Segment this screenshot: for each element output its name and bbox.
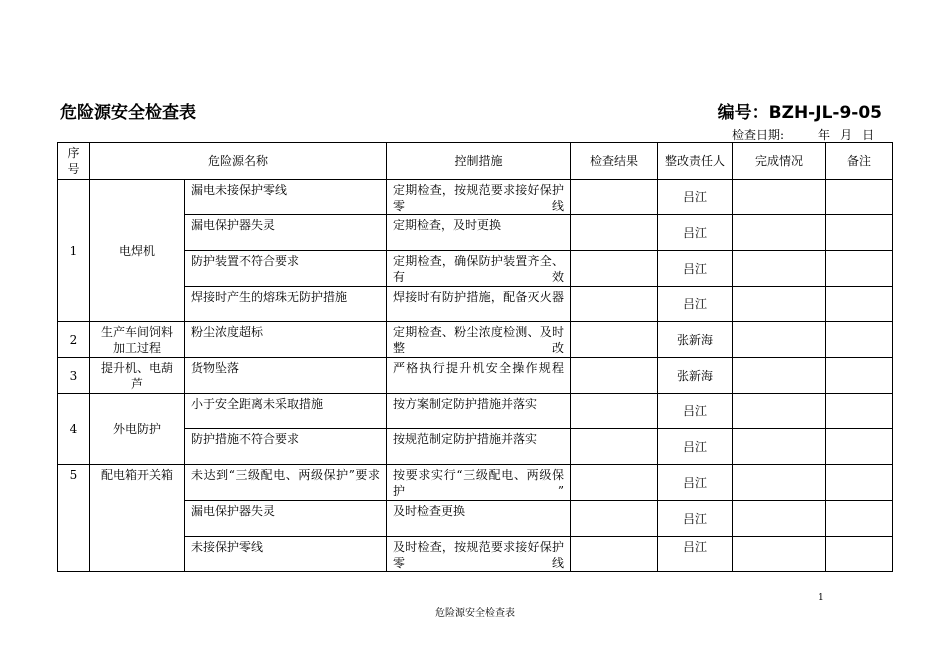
header-owner: 整改责任人 [658,143,733,180]
control-cell: 及时检查，按规范要求接好保护零线 [387,537,571,572]
control-cell: 按方案制定防护措施并落实 [387,394,571,429]
header-note: 备注 [826,143,893,180]
hazard-cell: 防护措施不符合要求 [185,429,387,465]
done-cell [733,358,826,394]
owner-cell: 吕江 [658,394,733,429]
control-cell: 按要求实行“三级配电、两级保护” [387,465,571,501]
result-cell [571,215,658,251]
group-seq: 2 [58,322,90,358]
hazard-check-table [57,142,893,572]
result-cell [571,287,658,322]
date-month: 月 [840,128,853,142]
note-cell [826,180,893,215]
control-cell: 严格执行提升机安全操作规程 [387,358,571,394]
group-name: 生产车间饲料加工过程 [90,322,185,358]
document-code: 编号：BZH-JL-9-05 [717,103,882,123]
control-cell: 定期检查，按规范要求接好保护零线 [387,180,571,215]
control-cell: 定期检查，及时更换 [387,215,571,251]
date-label: 检查日期: [732,128,785,142]
done-cell [733,501,826,537]
group-seq: 3 [58,358,90,394]
owner-cell: 吕江 [658,251,733,287]
result-cell [571,501,658,537]
hazard-cell: 漏电保护器失灵 [185,501,387,537]
owner-cell: 吕江 [658,180,733,215]
owner-cell: 吕江 [658,215,733,251]
note-cell [826,358,893,394]
group-name: 电焊机 [90,180,185,322]
note-cell [826,251,893,287]
hazard-cell: 漏电未接保护零线 [185,180,387,215]
done-cell [733,215,826,251]
result-cell [571,429,658,465]
inspection-date [732,126,874,143]
hazard-cell: 防护装置不符合要求 [185,251,387,287]
done-cell [733,180,826,215]
owner-cell: 吕江 [658,501,733,537]
done-cell [733,251,826,287]
header-result: 检查结果 [571,143,658,180]
document-title: 危险源安全检查表 [60,103,196,123]
hazard-cell: 小于安全距离未采取措施 [185,394,387,429]
done-cell [733,322,826,358]
header-control: 控制措施 [387,143,571,180]
owner-cell: 张新海 [658,322,733,358]
done-cell [733,537,826,572]
result-cell [571,322,658,358]
note-cell [826,394,893,429]
owner-cell: 吕江 [658,537,733,572]
group-name: 提升机、电葫芦 [90,358,185,394]
owner-cell: 张新海 [658,358,733,394]
owner-cell: 吕江 [658,287,733,322]
control-cell: 焊接时有防护措施，配备灭火器 [387,287,571,322]
group-seq: 1 [58,180,90,322]
result-cell [571,358,658,394]
note-cell [826,215,893,251]
note-cell [826,429,893,465]
page-footer: 危险源安全检查表 [435,608,515,619]
result-cell [571,537,658,572]
note-cell [826,501,893,537]
control-cell: 按规范制定防护措施并落实 [387,429,571,465]
result-cell [571,251,658,287]
header-seq: 序号 [58,143,90,180]
done-cell [733,429,826,465]
header-source: 危险源名称 [90,143,387,180]
done-cell [733,287,826,322]
note-cell [826,537,893,572]
result-cell [571,465,658,501]
group-seq: 5 [58,465,90,572]
hazard-cell: 粉尘浓度超标 [185,322,387,358]
done-cell [733,465,826,501]
control-cell: 定期检查，确保防护装置齐全、有效 [387,251,571,287]
owner-cell: 吕江 [658,429,733,465]
group-seq: 4 [58,394,90,465]
result-cell [571,394,658,429]
header-done: 完成情况 [733,143,826,180]
done-cell [733,394,826,429]
group-name: 外电防护 [90,394,185,465]
owner-cell: 吕江 [658,465,733,501]
hazard-cell: 漏电保护器失灵 [185,215,387,251]
hazard-cell: 未达到“三级配电、两级保护”要求 [185,465,387,501]
group-name: 配电箱开关箱 [90,465,185,572]
hazard-cell: 焊接时产生的熔珠无防护措施 [185,287,387,322]
control-cell: 定期检查、粉尘浓度检测、及时整改 [387,322,571,358]
note-cell [826,287,893,322]
note-cell [826,322,893,358]
control-cell: 及时检查更换 [387,501,571,537]
date-year: 年 [818,128,831,142]
hazard-cell: 未接保护零线 [185,537,387,572]
note-cell [826,465,893,501]
result-cell [571,180,658,215]
date-day: 日 [862,128,875,142]
page-number: 1 [818,593,824,603]
hazard-cell: 货物坠落 [185,358,387,394]
